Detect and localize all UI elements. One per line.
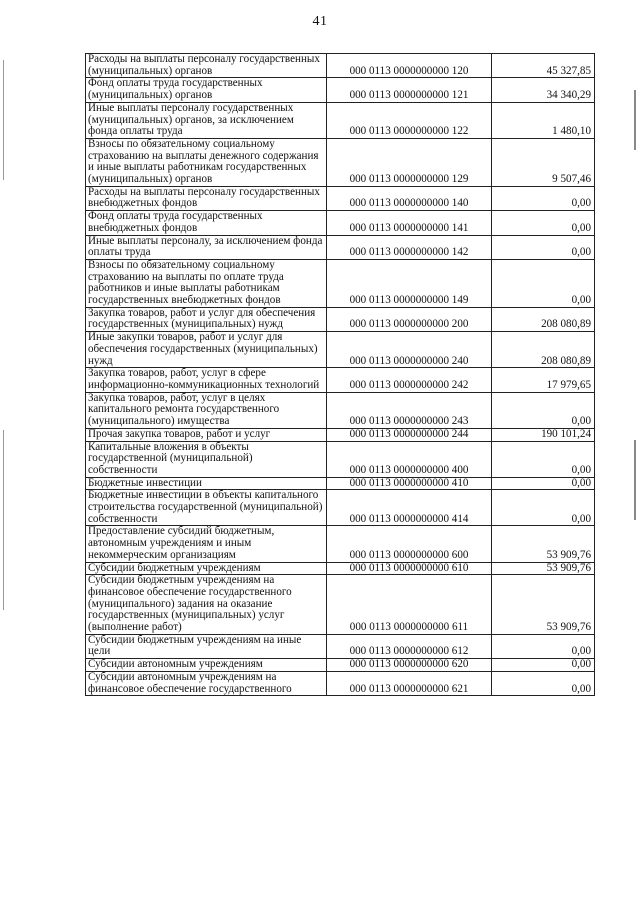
table-row — [86, 562, 595, 575]
row-budget-code: 000 0113 0000000000 200 — [327, 307, 492, 331]
row-description: Взносы по обязательному социальному страхованию на выплаты денежного содержания и иные выплаты работникам государственных (муниципальных) органов — [86, 138, 327, 186]
row-description: Субсидии автономным учреждениям на финансовое обеспечение государственного — [86, 671, 327, 695]
table-row — [86, 332, 595, 368]
row-budget-code: 000 0113 0000000000 400 — [327, 441, 492, 477]
table-row — [86, 54, 595, 78]
table-row — [86, 259, 595, 307]
row-amount: 17 979,65 — [492, 368, 595, 392]
row-budget-code: 000 0113 0000000000 620 — [327, 659, 492, 672]
table-row — [86, 659, 595, 672]
row-budget-code: 000 0113 0000000000 121 — [327, 78, 492, 102]
row-budget-code: 000 0113 0000000000 122 — [327, 102, 492, 138]
table-row — [86, 392, 595, 428]
row-amount: 53 909,76 — [492, 562, 595, 575]
table-row — [86, 78, 595, 102]
budget-expense-table — [85, 53, 595, 696]
row-description: Фонд оплаты труда государственных внебюджетных фондов — [86, 211, 327, 235]
table-row — [86, 211, 595, 235]
row-budget-code: 000 0113 0000000000 141 — [327, 211, 492, 235]
table-row — [86, 186, 595, 210]
row-amount: 0,00 — [492, 392, 595, 428]
table-row — [86, 526, 595, 562]
row-amount: 0,00 — [492, 659, 595, 672]
table-row — [86, 490, 595, 526]
row-description: Субсидии бюджетным учреждениям на финансовое обеспечение государственного (муниципального) задания на оказание государственных (муниципальных) услуг (выполнение работ) — [86, 575, 327, 635]
row-amount: 9 507,46 — [492, 138, 595, 186]
table-row — [86, 671, 595, 695]
table-row — [86, 307, 595, 331]
table-row — [86, 634, 595, 658]
row-budget-code: 000 0113 0000000000 129 — [327, 138, 492, 186]
row-budget-code: 000 0113 0000000000 243 — [327, 392, 492, 428]
table-row — [86, 138, 595, 186]
row-description: Закупка товаров, работ, услуг в сфере информационно-коммуникационных технологий — [86, 368, 327, 392]
row-description: Закупка товаров, работ, услуг в целях капитального ремонта государственного (муниципального) имущества — [86, 392, 327, 428]
row-amount: 0,00 — [492, 186, 595, 210]
row-amount: 0,00 — [492, 235, 595, 259]
row-amount: 0,00 — [492, 634, 595, 658]
row-budget-code: 000 0113 0000000000 244 — [327, 428, 492, 441]
row-budget-code: 000 0113 0000000000 600 — [327, 526, 492, 562]
row-description: Фонд оплаты труда государственных (муниципальных) органов — [86, 78, 327, 102]
row-budget-code: 000 0113 0000000000 611 — [327, 575, 492, 635]
row-description: Расходы на выплаты персоналу государственных внебюджетных фондов — [86, 186, 327, 210]
row-amount: 53 909,76 — [492, 526, 595, 562]
row-description: Прочая закупка товаров, работ и услуг — [86, 428, 327, 441]
row-description: Предоставление субсидий бюджетным, автономным учреждениям и иным некоммерческим организациям — [86, 526, 327, 562]
scan-edge-mark — [634, 440, 636, 520]
row-budget-code: 000 0113 0000000000 410 — [327, 477, 492, 490]
row-amount: 0,00 — [492, 441, 595, 477]
scan-edge-mark — [3, 430, 4, 610]
row-amount: 208 080,89 — [492, 332, 595, 368]
row-budget-code: 000 0113 0000000000 140 — [327, 186, 492, 210]
row-description: Взносы по обязательному социальному страхованию на выплаты по оплате труда работников и иные выплаты работникам государственных внебюджетных фондов — [86, 259, 327, 307]
row-amount: 1 480,10 — [492, 102, 595, 138]
row-description: Иные выплаты персоналу, за исключением фонда оплаты труда — [86, 235, 327, 259]
row-amount: 0,00 — [492, 671, 595, 695]
row-budget-code: 000 0113 0000000000 621 — [327, 671, 492, 695]
row-budget-code: 000 0113 0000000000 149 — [327, 259, 492, 307]
table-row — [86, 368, 595, 392]
row-description: Иные выплаты персоналу государственных (муниципальных) органов, за исключением фонда оплаты труда — [86, 102, 327, 138]
table-row — [86, 102, 595, 138]
row-amount: 34 340,29 — [492, 78, 595, 102]
table-row — [86, 477, 595, 490]
row-amount: 0,00 — [492, 211, 595, 235]
row-description: Расходы на выплаты персоналу государственных (муниципальных) органов — [86, 54, 327, 78]
row-amount: 45 327,85 — [492, 54, 595, 78]
row-description: Субсидии автономным учреждениям — [86, 659, 327, 672]
row-description: Субсидии бюджетным учреждениям — [86, 562, 327, 575]
row-budget-code: 000 0113 0000000000 610 — [327, 562, 492, 575]
row-amount: 190 101,24 — [492, 428, 595, 441]
table-row — [86, 235, 595, 259]
row-budget-code: 000 0113 0000000000 242 — [327, 368, 492, 392]
page-number: 41 — [312, 14, 328, 29]
row-budget-code: 000 0113 0000000000 612 — [327, 634, 492, 658]
row-description: Субсидии бюджетным учреждениям на иные цели — [86, 634, 327, 658]
row-budget-code: 000 0113 0000000000 142 — [327, 235, 492, 259]
row-amount: 0,00 — [492, 490, 595, 526]
row-amount: 208 080,89 — [492, 307, 595, 331]
row-amount: 0,00 — [492, 477, 595, 490]
row-description: Иные закупки товаров, работ и услуг для обеспечения государственных (муниципальных) нужд — [86, 332, 327, 368]
row-description: Бюджетные инвестиции — [86, 477, 327, 490]
table-row — [86, 428, 595, 441]
row-description: Бюджетные инвестиции в объекты капитального строительства государственной (муниципальной) собственности — [86, 490, 327, 526]
scan-edge-mark — [3, 60, 4, 180]
row-budget-code: 000 0113 0000000000 240 — [327, 332, 492, 368]
scan-edge-mark — [634, 90, 636, 150]
row-amount: 0,00 — [492, 259, 595, 307]
row-budget-code: 000 0113 0000000000 120 — [327, 54, 492, 78]
table-row — [86, 575, 595, 635]
row-description: Закупка товаров, работ и услуг для обеспечения государственных (муниципальных) нужд — [86, 307, 327, 331]
row-description: Капитальные вложения в объекты государственной (муниципальной) собственности — [86, 441, 327, 477]
table-row — [86, 441, 595, 477]
table-body — [86, 54, 595, 696]
row-amount: 53 909,76 — [492, 575, 595, 635]
row-budget-code: 000 0113 0000000000 414 — [327, 490, 492, 526]
